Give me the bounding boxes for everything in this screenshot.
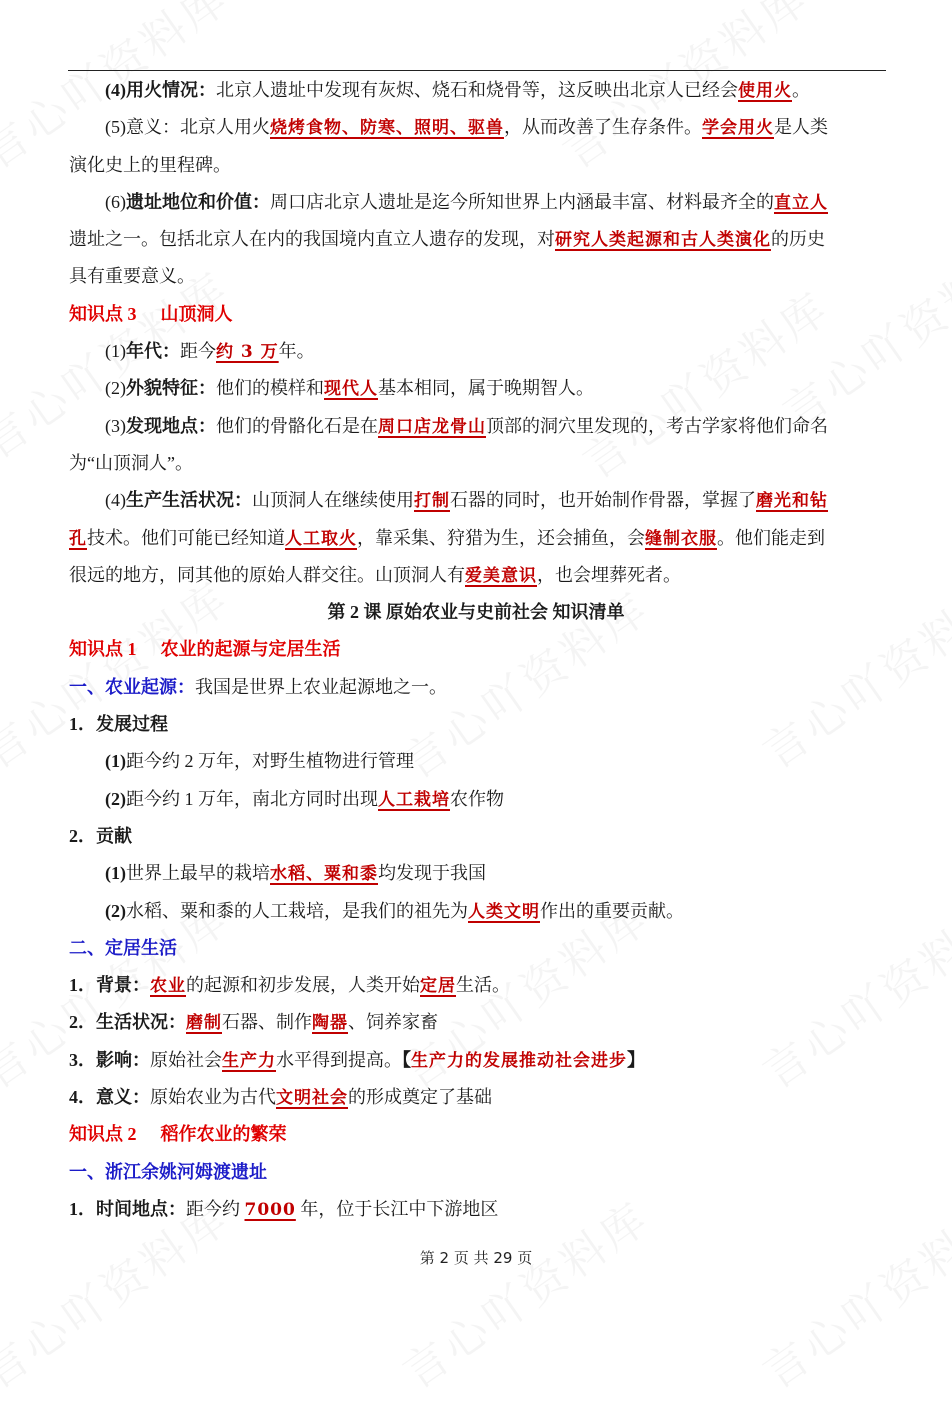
item-prefix: (2) xyxy=(105,378,126,399)
dev-process-heading: 1．发展过程 xyxy=(69,714,168,735)
item-text: 演化史上的里程碑。 xyxy=(69,154,231,175)
item-text: 我国是世界上农业起源地之一。 xyxy=(195,676,447,697)
key-term: 磨制 xyxy=(186,1013,222,1034)
item-prefix: (2) xyxy=(105,900,126,921)
hemudu-heading: 一、浙江余姚河姆渡遗址 xyxy=(69,1161,267,1182)
key-term: 直立人 xyxy=(774,192,828,213)
item-text: 山顶洞人在继续使用 xyxy=(252,490,414,511)
item-text: 生活。 xyxy=(456,975,510,996)
key-term: 农业 xyxy=(150,976,186,997)
fire-meaning-line-2 xyxy=(69,147,883,184)
item-label: 2．生活状况： xyxy=(69,1012,186,1033)
site-value-line-3 xyxy=(69,258,883,295)
item-text: 世界上最早的栽培 xyxy=(126,863,270,884)
site-value-line-2 xyxy=(69,221,883,258)
document-body xyxy=(69,72,883,1228)
item-label: (4)用火情况： xyxy=(105,80,216,100)
item-text: 距今约 2 万年，对野生植物进行管理 xyxy=(126,751,414,772)
item-text: 他们的骨骼化石是在 xyxy=(216,415,378,436)
item-prefix: (6) xyxy=(105,191,126,212)
settle-life-line xyxy=(69,1004,883,1041)
key-term: 陶器 xyxy=(312,1013,348,1034)
settle-impact-line xyxy=(69,1042,883,1079)
key-note: 生产力的发展推动社会进步 xyxy=(411,1050,627,1071)
site-value-line xyxy=(69,184,883,221)
kp-title: 农业的起源与定居生活 xyxy=(160,639,341,660)
item-prefix: (2) xyxy=(105,788,126,809)
item-text: 周口店北京人遗址是迄今所知世界上内涵最丰富、材料最齐全的 xyxy=(270,191,774,212)
item-text: 的历史 xyxy=(771,229,825,250)
key-term: 磨光和钻 xyxy=(756,491,828,512)
item-text: 、饲养家畜 xyxy=(348,1012,438,1033)
key-term: 7000 xyxy=(244,1199,296,1220)
era-line xyxy=(69,333,883,370)
item-text: 石器的同时，也开始制作骨器，掌握了 xyxy=(450,490,756,511)
item-prefix: (3) xyxy=(105,415,126,436)
kp-title: 稻作农业的繁荣 xyxy=(160,1124,287,1145)
item-text: 是人类 xyxy=(774,117,828,138)
page-footer: 第 2 页 共 29 页 xyxy=(419,1249,533,1267)
location-line-2 xyxy=(69,445,883,482)
item-text: 。他们能走到 xyxy=(717,527,825,548)
location-line xyxy=(69,408,883,445)
hemudu-time-line xyxy=(69,1191,883,1228)
key-term: 定居 xyxy=(420,976,456,997)
key-term: 缝制衣服 xyxy=(645,528,717,549)
key-term: 人工取火 xyxy=(285,528,357,549)
life-line-2 xyxy=(69,520,883,557)
item-text: 技术。他们可能已经知道 xyxy=(87,527,285,548)
item-prefix: (1) xyxy=(105,751,126,772)
settle-background-line xyxy=(69,967,883,1004)
fire-meaning-line xyxy=(69,109,883,146)
item-text: (5)意义：北京人用火 xyxy=(105,117,270,138)
contribution-heading: 2．贡献 xyxy=(69,825,132,846)
item-text: 很远的地方，同其他的原始人群交往。山顶洞人有 xyxy=(69,564,465,585)
item-text: 原始农业为古代 xyxy=(150,1087,276,1108)
key-term: 人类文明 xyxy=(468,901,540,922)
kp-number: 知识点 3 xyxy=(69,303,137,324)
key-term: 学会用火 xyxy=(702,118,774,139)
item-text: 。 xyxy=(792,80,810,100)
key-term: 现代人 xyxy=(324,379,378,400)
item-label: 年代： xyxy=(126,341,180,362)
item-prefix: (1) xyxy=(105,863,126,884)
item-label: 遗址地位和价值： xyxy=(126,191,270,212)
settle-meaning-line xyxy=(69,1079,883,1116)
item-text: 顶部的洞穴里发现的，考古学家将他们命名 xyxy=(486,415,828,436)
contribution-item-2 xyxy=(69,893,883,930)
item-text: 他们的模样和 xyxy=(216,378,324,399)
dev-item-2 xyxy=(69,781,883,818)
knowledge-point-2-heading xyxy=(69,1116,883,1153)
item-text: 北京人遗址中发现有灰烬、烧石和烧骨等，这反映出北京人已经会 xyxy=(216,80,738,100)
item-label: 生产生活状况： xyxy=(126,490,252,511)
item-text: ，靠采集、狩猎为生，还会捕鱼，会 xyxy=(357,527,645,548)
item-prefix: (4) xyxy=(105,490,126,511)
item-label: 外貌特征： xyxy=(126,378,216,399)
key-term: 打制 xyxy=(414,491,450,512)
item-text: 的形成奠定了基础 xyxy=(348,1087,492,1108)
item-text: 距今 xyxy=(180,341,216,362)
key-term: 水稻、粟和黍 xyxy=(270,864,378,885)
key-term: 文明社会 xyxy=(276,1088,348,1109)
item-label: 3．影响： xyxy=(69,1049,150,1070)
item-text: 作出的重要贡献。 xyxy=(540,900,684,921)
item-text: 具有重要意义。 xyxy=(69,266,195,287)
item-text: 农作物 xyxy=(450,788,504,809)
key-term: 研究人类起源和古人类演化 xyxy=(555,230,771,251)
item-text: 距今约 1 万年，南北方同时出现 xyxy=(126,788,378,809)
life-line xyxy=(69,482,883,519)
header-rule xyxy=(68,70,886,71)
agri-origin-line xyxy=(69,669,883,706)
appearance-line xyxy=(69,370,883,407)
item-text: 均发现于我国 xyxy=(378,863,486,884)
kp-title: 山顶洞人 xyxy=(160,303,233,324)
item-label: 1．时间地点： xyxy=(69,1198,186,1219)
key-term: 人工栽培 xyxy=(378,789,450,810)
item-text: 石器、制作 xyxy=(222,1012,312,1033)
item-text: 年，位于长江中下游地区 xyxy=(295,1198,499,1219)
fire-use-line xyxy=(69,72,883,109)
bracket-close: 】 xyxy=(627,1049,645,1070)
item-text: 距今约 xyxy=(186,1198,245,1219)
knowledge-point-1-heading xyxy=(69,631,883,668)
kp-number: 知识点 2 xyxy=(69,1124,137,1145)
item-text: ，从而改善了生存条件。 xyxy=(504,117,702,138)
knowledge-point-3-heading xyxy=(69,296,883,333)
section-heading: 一、农业起源： xyxy=(69,676,195,697)
item-text: 为“山顶洞人”。 xyxy=(69,452,193,473)
bracket-open: 【 xyxy=(402,1049,411,1070)
settled-life-heading: 二、定居生活 xyxy=(69,937,177,958)
item-text: 年。 xyxy=(278,341,315,362)
key-term: 孔 xyxy=(69,528,87,549)
item-label: 4．意义： xyxy=(69,1087,150,1108)
item-text: ，也会埋葬死者。 xyxy=(537,564,681,585)
item-prefix: (1) xyxy=(105,341,126,362)
key-term: 使用火 xyxy=(738,81,792,101)
key-term: 烧烤食物、防寒、照明、驱兽 xyxy=(270,118,504,139)
life-line-3 xyxy=(69,557,883,594)
key-term: 周口店龙骨山 xyxy=(378,416,486,437)
contribution-item-1 xyxy=(69,855,883,892)
kp-number: 知识点 1 xyxy=(69,639,137,660)
item-label: 发现地点： xyxy=(126,415,216,436)
key-term: 爱美意识 xyxy=(465,565,537,586)
key-term: 约 3 万 xyxy=(216,342,279,363)
lesson-2-title: 第 2 课 原始农业与史前社会 知识清单 xyxy=(327,602,625,623)
item-text: 原始社会 xyxy=(150,1049,222,1070)
item-text: 水平得到提高。 xyxy=(276,1049,402,1070)
item-text: 遗址之一。包括北京人在内的我国境内直立人遗存的发现，对 xyxy=(69,229,555,250)
key-term: 生产力 xyxy=(222,1050,276,1071)
item-text: 基本相同，属于晚期智人。 xyxy=(378,378,594,399)
item-text: 水稻、粟和黍的人工栽培，是我们的祖先为 xyxy=(126,900,468,921)
item-label: 1．背景： xyxy=(69,975,150,996)
item-text: 的起源和初步发展，人类开始 xyxy=(186,975,420,996)
dev-item-1 xyxy=(69,743,883,780)
